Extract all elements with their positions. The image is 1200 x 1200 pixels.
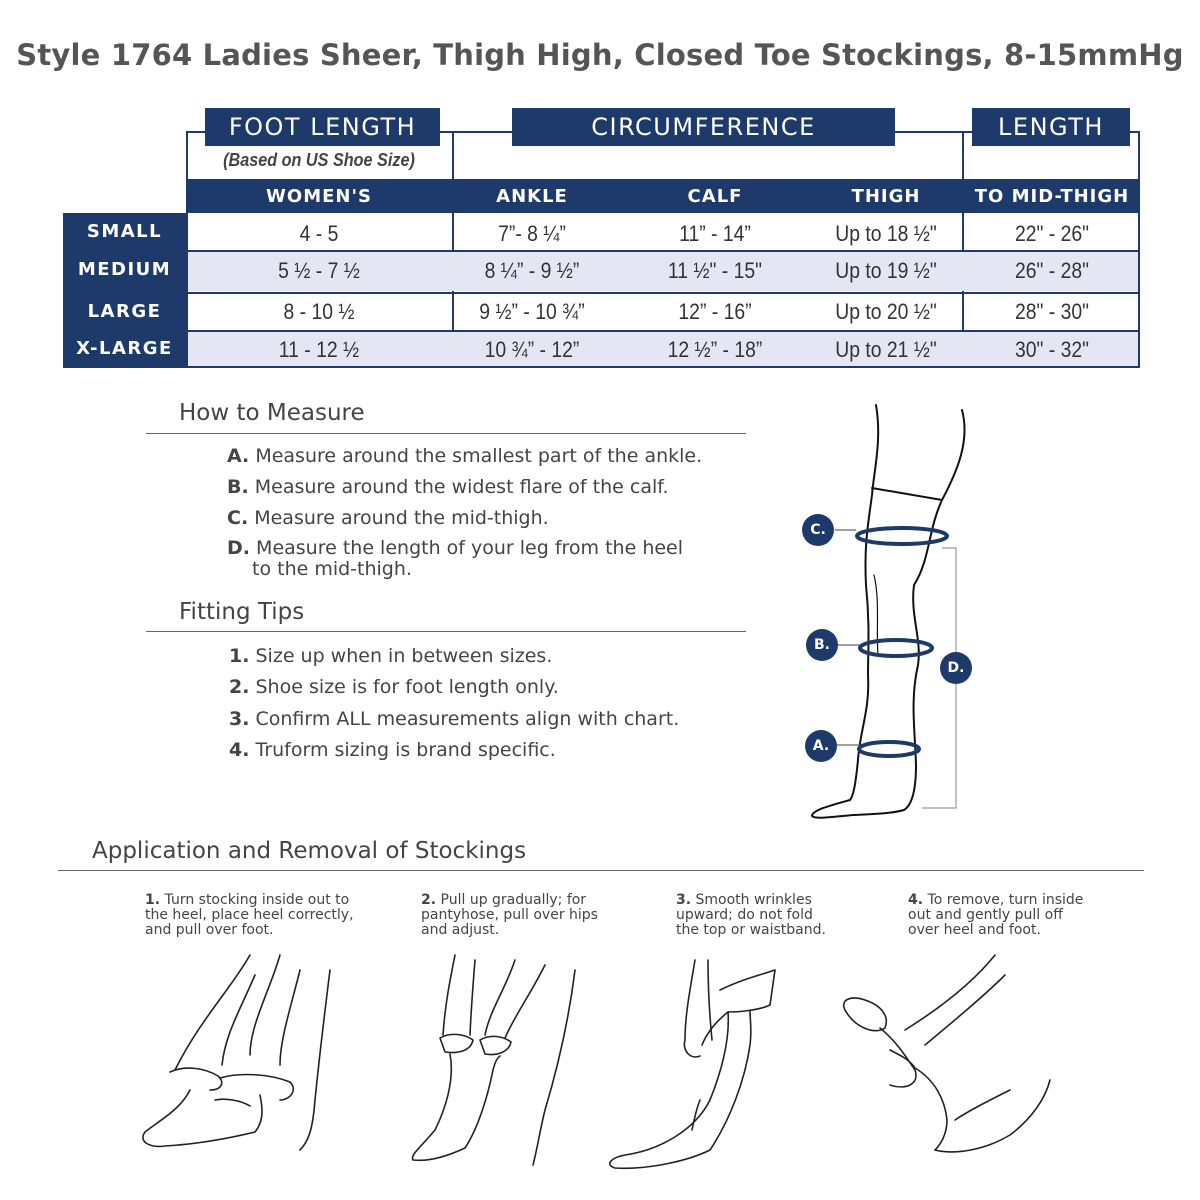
- step-line: To remove, turn inside: [927, 892, 1084, 908]
- length-header: LENGTH: [972, 108, 1130, 146]
- row-label-small: SMALL: [63, 213, 186, 250]
- item-letter: C.: [227, 507, 249, 529]
- step-line: Turn stocking inside out to: [164, 892, 350, 908]
- row-rule-1: [63, 250, 1140, 252]
- how-to-measure-rule: [146, 433, 746, 434]
- tip-number: 4.: [229, 739, 250, 761]
- diagram-label-b: B.: [806, 629, 838, 661]
- circumference-header: CIRCUMFERENCE: [512, 108, 895, 146]
- row-label-xlarge: X-LARGE: [63, 332, 186, 367]
- application-heading: Application and Removal of Stockings: [92, 838, 527, 864]
- step-line: pantyhose, pull over hips: [421, 907, 598, 923]
- pull-up-illustration: [405, 950, 605, 1170]
- table-cell: 11” - 14”: [679, 221, 751, 246]
- how-to-measure-heading: How to Measure: [179, 400, 365, 426]
- item-letter: B.: [227, 476, 249, 498]
- table-cell: 28" - 30": [1014, 299, 1090, 324]
- diagram-label-a: A.: [805, 730, 837, 762]
- step-number: 3.: [676, 892, 692, 908]
- step-number: 2.: [421, 892, 437, 908]
- col-mid-thigh: TO MID-THIGH: [974, 186, 1130, 207]
- fitting-tips-rule: [146, 631, 746, 632]
- table-cell: Up to 21 ½": [835, 337, 937, 362]
- col-ankle: ANKLE: [496, 186, 568, 207]
- table-cell: 11 - 12 ½: [278, 337, 360, 362]
- step-number: 1.: [145, 892, 161, 908]
- table-cell: 11 ½" - 15": [667, 258, 763, 283]
- col-womens: WOMEN'S: [266, 186, 372, 207]
- table-cell: Up to 19 ½": [835, 258, 937, 283]
- tip-item-4: [229, 740, 556, 761]
- tip-text: Truform sizing is brand specific.: [255, 739, 556, 761]
- measure-item-a: [227, 446, 702, 467]
- col-calf: CALF: [687, 186, 743, 207]
- table-cell: 10 ¾” - 12”: [484, 337, 580, 362]
- step-3-text: [676, 893, 826, 938]
- table-cell: 12 ½” - 18”: [667, 337, 763, 362]
- table-cell: 30" - 32": [1014, 337, 1090, 362]
- step-line: over heel and foot.: [908, 922, 1041, 938]
- table-cell: 8 ¼” - 9 ½”: [484, 258, 580, 283]
- diagram-label-c: C.: [802, 514, 834, 546]
- step-line: upward; do not fold: [676, 907, 813, 923]
- diagram-label-d: D.: [940, 652, 972, 684]
- foot-length-header: FOOT LENGTH: [205, 108, 440, 146]
- table-cell: 22" - 26": [1014, 221, 1090, 246]
- tip-text: Confirm ALL measurements align with chart.: [255, 708, 680, 730]
- step-1-text: [145, 893, 354, 938]
- item-text: Measure around the mid-thigh.: [254, 507, 549, 529]
- item-letter: D.: [227, 537, 250, 559]
- pull-over-foot-illustration: [130, 950, 370, 1170]
- table-cell: Up to 20 ½": [835, 299, 937, 324]
- item-text: Measure around the smallest part of the ankle.: [255, 445, 703, 467]
- step-line: and adjust.: [421, 922, 500, 938]
- step-line: the top or waistband.: [676, 922, 826, 938]
- step-number: 4.: [908, 892, 924, 908]
- measure-item-d: [227, 538, 683, 580]
- step-line: out and gently pull off: [908, 907, 1063, 923]
- page-title: Style 1764 Ladies Sheer, Thigh High, Closed Toe Stockings, 8-15mmHg: [16, 38, 1184, 72]
- fitting-tips-heading: Fitting Tips: [179, 599, 305, 625]
- tip-item-2: [229, 677, 559, 698]
- step-line: Pull up gradually; for: [440, 892, 587, 908]
- item-letter: A.: [227, 445, 250, 467]
- measure-item-c: [227, 508, 549, 529]
- row-label-medium: MEDIUM: [63, 252, 186, 292]
- foot-length-note: (Based on US Shoe Size): [223, 150, 415, 170]
- row-label-large: LARGE: [63, 294, 186, 330]
- smooth-wrinkles-illustration: [600, 950, 820, 1170]
- step-4-text: [908, 893, 1083, 938]
- application-rule: [58, 870, 1144, 871]
- row-rule-2: [63, 292, 1140, 294]
- table-cell: 26" - 28": [1014, 258, 1090, 283]
- tip-number: 3.: [229, 708, 250, 730]
- tip-text: Size up when in between sizes.: [255, 645, 553, 667]
- table-cell: 7”- 8 ¼”: [498, 221, 566, 246]
- step-line: and pull over foot.: [145, 922, 274, 938]
- table-cell: 8 - 10 ½: [283, 299, 355, 324]
- step-line: the heel, place heel correctly,: [145, 907, 354, 923]
- row-rule-bottom: [63, 366, 1140, 368]
- remove-stocking-illustration: [835, 950, 1055, 1170]
- table-cell: 9 ½” - 10 ¾”: [479, 299, 585, 324]
- item-text: Measure the length of your leg from the heel: [256, 537, 684, 559]
- tip-number: 2.: [229, 676, 250, 698]
- item-text: Measure around the widest flare of the calf.: [254, 476, 669, 498]
- size-chart-table: [0, 0, 1200, 380]
- table-cell: 4 - 5: [299, 221, 339, 246]
- measure-item-b: [227, 477, 669, 498]
- tip-text: Shoe size is for foot length only.: [255, 676, 559, 698]
- row-rule-3: [63, 330, 1140, 332]
- table-cell: 12” - 16”: [678, 299, 752, 324]
- tip-item-1: [229, 646, 552, 667]
- col-thigh: THIGH: [851, 186, 921, 207]
- table-cell: Up to 18 ½": [835, 221, 937, 246]
- tip-item-3: [229, 709, 679, 730]
- tip-number: 1.: [229, 645, 250, 667]
- step-line: Smooth wrinkles: [695, 892, 812, 908]
- item-text-continued: to the mid-thigh.: [252, 558, 412, 580]
- step-2-text: [421, 893, 598, 938]
- table-cell: 5 ½ - 7 ½: [278, 258, 360, 283]
